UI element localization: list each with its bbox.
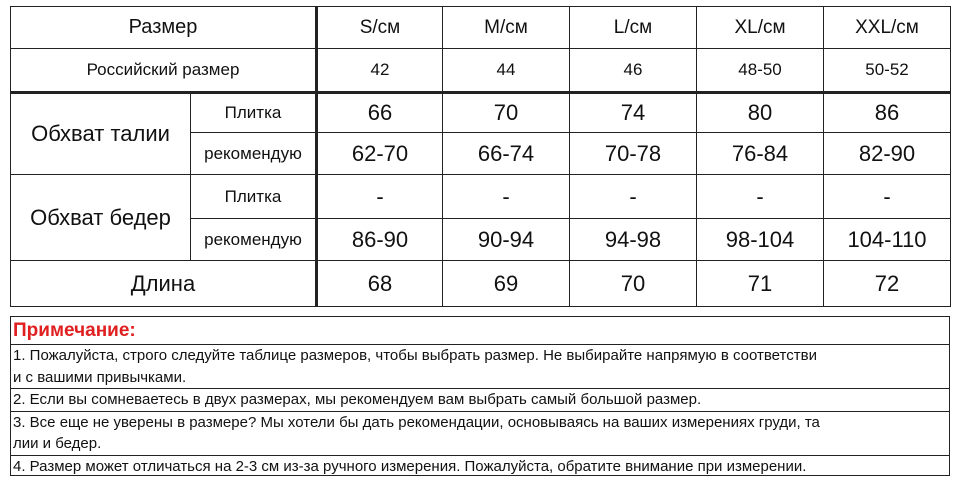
hips-flat-cell: - (824, 175, 951, 219)
russian-size-cell: 48-50 (697, 49, 824, 93)
waist-flat-row (11, 93, 951, 133)
waist-flat-label: Плитка (191, 93, 317, 133)
waist-recommend-cell: 70-78 (570, 133, 697, 175)
waist-recommend-cell: 76-84 (697, 133, 824, 175)
waist-recommend-label: рекомендую (191, 133, 317, 175)
waist-flat-cell: 66 (317, 93, 443, 133)
waist-flat-cell: 86 (824, 93, 951, 133)
russian-size-label: Российский размер (11, 49, 317, 93)
waist-recommend-cell: 82-90 (824, 133, 951, 175)
waist-flat-cell: 70 (443, 93, 570, 133)
note-line: 1. Пожалуйста, строго следуйте таблице размеров, чтобы выбрать размер. Не выбирайте напрямую в соответстви (11, 344, 949, 367)
hips-flat-cell: - (317, 175, 443, 219)
length-label: Длина (11, 261, 317, 307)
hips-flat-cell: - (697, 175, 824, 219)
russian-size-cell: 42 (317, 49, 443, 93)
waist-recommend-cell: 66-74 (443, 133, 570, 175)
length-cell: 72 (824, 261, 951, 307)
length-cell: 71 (697, 261, 824, 307)
length-cell: 68 (317, 261, 443, 307)
size-table (10, 6, 951, 307)
size-xl-header: XL/см (697, 7, 824, 49)
hips-flat-cell: - (443, 175, 570, 219)
size-label: Размер (11, 7, 317, 49)
hips-label: Обхват бедер (11, 175, 191, 261)
waist-recommend-cell: 62-70 (317, 133, 443, 175)
note-line: 4. Размер может отличаться на 2-3 см из-за ручного измерения. Пожалуйста, обратите внимание при измерении. (11, 455, 949, 478)
size-m-header: M/см (443, 7, 570, 49)
note-line: и с вашими привычками. (13, 368, 187, 386)
note-line: лии и бедер. (13, 435, 102, 452)
hips-flat-cell: - (570, 175, 697, 219)
size-xxl-header: XXL/см (824, 7, 951, 49)
waist-label: Обхват талии (11, 93, 191, 175)
hips-flat-label: Плитка (191, 175, 317, 219)
hips-recommend-cell: 86-90 (317, 219, 443, 261)
hips-recommend-label: рекомендую (191, 219, 317, 261)
hips-recommend-cell: 98-104 (697, 219, 824, 261)
size-s-header: S/см (317, 7, 443, 49)
size-l-header: L/см (570, 7, 697, 49)
russian-size-cell: 50-52 (824, 49, 951, 93)
length-row (11, 261, 951, 307)
hips-recommend-cell: 90-94 (443, 219, 570, 261)
hips-flat-row (11, 175, 951, 219)
russian-size-cell: 44 (443, 49, 570, 93)
length-cell: 69 (443, 261, 570, 307)
header-row (11, 7, 951, 49)
russian-size-row (11, 49, 951, 93)
hips-recommend-cell: 104-110 (824, 219, 951, 261)
length-cell: 70 (570, 261, 697, 307)
hips-recommend-cell: 94-98 (570, 219, 697, 261)
notes-title: Примечание: (13, 320, 136, 341)
waist-flat-cell: 80 (697, 93, 824, 133)
note-line: 2. Если вы сомневаетесь в двух размерах, мы рекомендуем вам выбрать самый большой размер. (11, 388, 949, 411)
notes-box (10, 316, 950, 476)
waist-flat-cell: 74 (570, 93, 697, 133)
russian-size-cell: 46 (570, 49, 697, 93)
note-line: 3. Все еще не уверены в размере? Мы хотели бы дать рекомендации, основываясь на ваших измерениях груди, та (11, 411, 949, 434)
size-chart (10, 6, 950, 476)
